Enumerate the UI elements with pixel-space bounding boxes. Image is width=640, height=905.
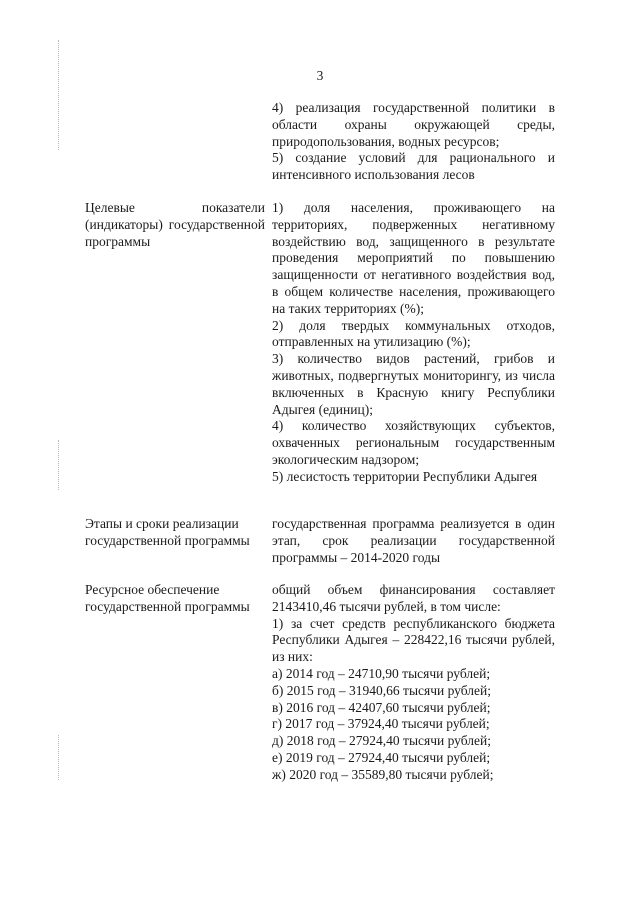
indicators-label: Целевые показатели (индикаторы) государственной программы bbox=[85, 200, 265, 249]
page-number: 3 bbox=[316, 68, 324, 83]
resources-year-line: д) 2018 год – 27924,40 тысячи рублей; bbox=[272, 733, 491, 749]
resources-year-line: а) 2014 год – 24710,90 тысячи рублей; bbox=[272, 665, 491, 681]
indicator-item: 3) количество видов растений, грибов и животных, подвергнутых мониторингу, из числа включенных в Красную книгу Республики Адыгея (единиц); bbox=[272, 351, 555, 417]
indicator-item: 2) доля твердых коммунальных отходов, отправленных на утилизацию (%); bbox=[272, 317, 555, 350]
resources-value bbox=[272, 582, 555, 784]
resources-year-line: в) 2016 год – 42407,60 тысячи рублей; bbox=[272, 699, 491, 715]
resources-year-line: б) 2015 год – 31940,66 тысячи рублей; bbox=[272, 682, 491, 698]
indicators-value bbox=[272, 200, 555, 486]
resources-intro: общий объем финансирования составляет 2143410,46 тысячи рублей, в том числе: bbox=[272, 582, 555, 614]
stages-value bbox=[272, 516, 555, 566]
indicator-item: 4) количество хозяйствующих субъектов, охваченных региональным государственным экологическим надзором; bbox=[272, 418, 555, 467]
scan-margin-mark-bottom bbox=[58, 735, 61, 780]
scan-margin-mark-mid bbox=[58, 440, 61, 490]
continuation-item: 5) создание условий для рационального и интенсивного использования лесов bbox=[272, 150, 555, 183]
continuation-block bbox=[272, 100, 555, 184]
indicator-item: 5) лесистость территории Республики Адыгея bbox=[272, 468, 538, 484]
resources-item: 1) за счет средств республиканского бюджета Республики Адыгея – 228422,16 тысячи рублей, из них: bbox=[272, 615, 555, 665]
resources-year-line: ж) 2020 год – 35589,80 тысячи рублей; bbox=[272, 766, 494, 782]
indicator-item: 1) доля населения, проживающего на территориях, подверженных негативному воздействию вод, защищенного в результате проведения мероприятий по повышению защищенности от негативного воздействия вод, в общем количестве населения, проживающего на таких территориях (%); bbox=[272, 200, 555, 316]
continuation-item: 4) реализация государственной политики в области охраны окружающей среды, природопользования, водных ресурсов; bbox=[272, 100, 555, 149]
resources-label: Ресурсное обеспечение государственной программы bbox=[85, 582, 250, 614]
resources-year-line: г) 2017 год – 37924,40 тысячи рублей; bbox=[272, 716, 490, 732]
stages-label: Этапы и сроки реализации государственной программы bbox=[85, 516, 250, 548]
resources-year-line: е) 2019 год – 27924,40 тысячи рублей; bbox=[272, 749, 491, 765]
scan-margin-mark-top bbox=[58, 40, 61, 150]
stages-text: государственная программа реализуется в один этап, срок реализации государственной программы – 2014-2020 годы bbox=[272, 516, 555, 565]
